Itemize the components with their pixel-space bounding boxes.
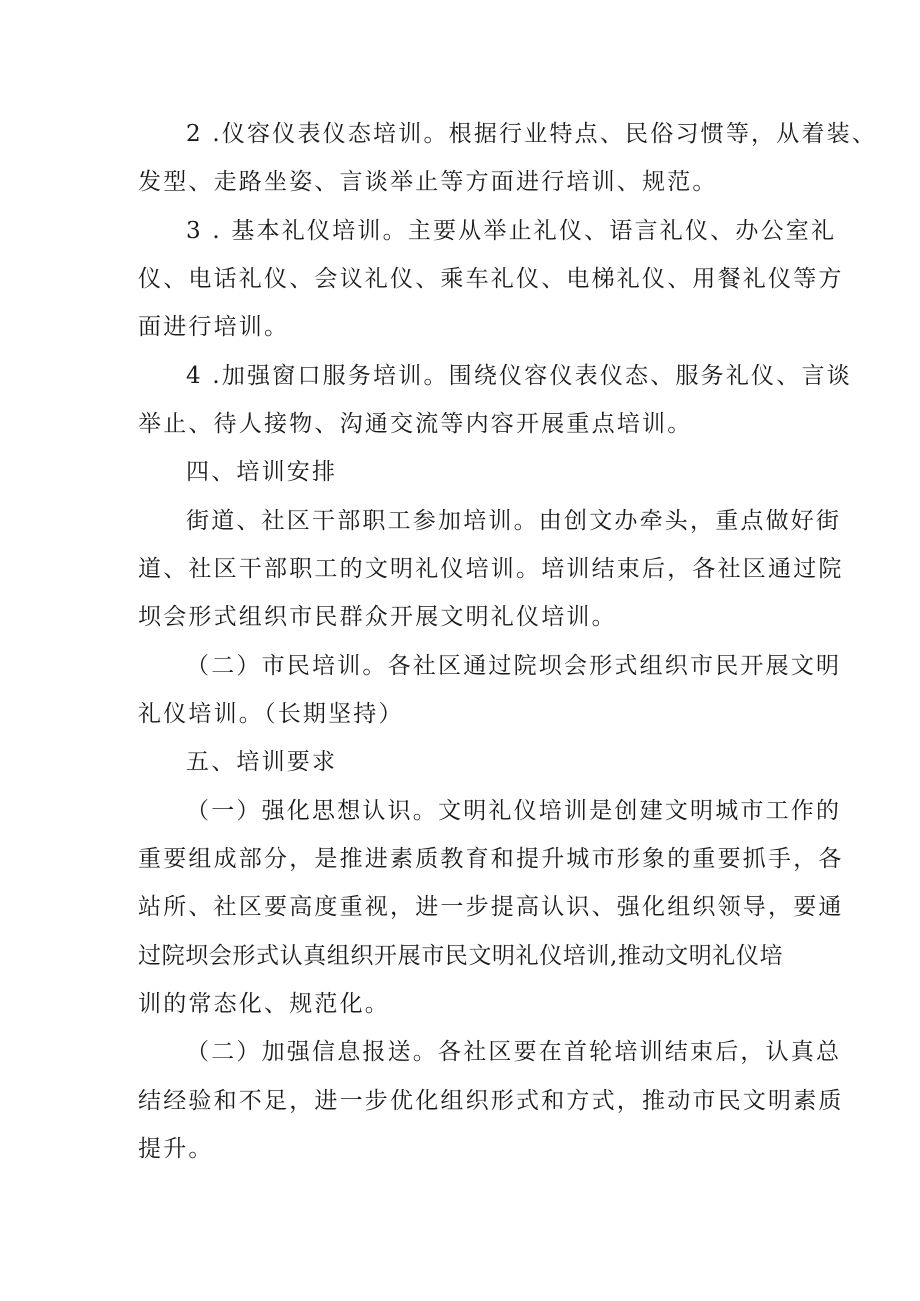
- paragraph-line: 训的常态化、规范化。: [138, 991, 390, 1017]
- paragraph-line: 站所、社区要高度重视，进一步提高认识、强化组织领导，要通: [138, 894, 844, 920]
- paragraph-line: 举止、待人接物、沟通交流等内容开展重点培训。: [138, 411, 693, 437]
- paragraph-line: 仪、电话礼仪、会议礼仪、乘车礼仪、电梯礼仪、用餐礼仪等方: [138, 266, 844, 292]
- paragraph-line: 道、社区干部职工的文明礼仪培训。培训结束后，各社区通过院: [138, 556, 844, 582]
- paragraph-line: 重要组成部分，是推进素质教育和提升城市形象的重要抓手，各: [138, 846, 844, 872]
- paragraph-line: 过院坝会形式认真组织开展市民文明礼仪培训,推动文明礼仪培: [138, 943, 784, 969]
- section-heading: 五、培训要求: [186, 749, 338, 775]
- paragraph-line: （二）市民培训。各社区通过院坝会形式组织市民开展文明: [186, 653, 842, 679]
- paragraph-line: 面进行培训。: [138, 314, 290, 340]
- paragraph-line: （二）加强信息报送。各社区要在首轮培训结束后，认真总: [186, 1039, 842, 1065]
- paragraph-line: 提升。: [138, 1136, 214, 1162]
- section-heading: 四、培训安排: [186, 459, 338, 485]
- paragraph-line: 发型、走路坐姿、言谈举止等方面进行培训、规范。: [138, 169, 718, 195]
- paragraph-line: 结经验和不足，进一步优化组织形式和方式，推动市民文明素质: [138, 1088, 844, 1114]
- paragraph-line: 2 .仪容仪表仪态培训。根据行业特点、民俗习惯等，从着装、: [186, 121, 878, 147]
- paragraph-line: 坝会形式组织市民群众开展文明礼仪培训。: [138, 604, 617, 630]
- paragraph-line: 礼仪培训。（长期坚持）: [138, 701, 404, 727]
- paragraph-line: 街道、社区干部职工参加培训。由创文办牵头，重点做好街: [186, 508, 842, 534]
- paragraph-line: 3 . 基本礼仪培训。主要从举止礼仪、语言礼仪、办公室礼: [186, 218, 837, 244]
- paragraph-line: 4 .加强窗口服务培训。围绕仪容仪表仪态、服务礼仪、言谈: [186, 363, 852, 389]
- paragraph-line: （一）强化思想认识。文明礼仪培训是创建文明城市工作的: [186, 798, 842, 824]
